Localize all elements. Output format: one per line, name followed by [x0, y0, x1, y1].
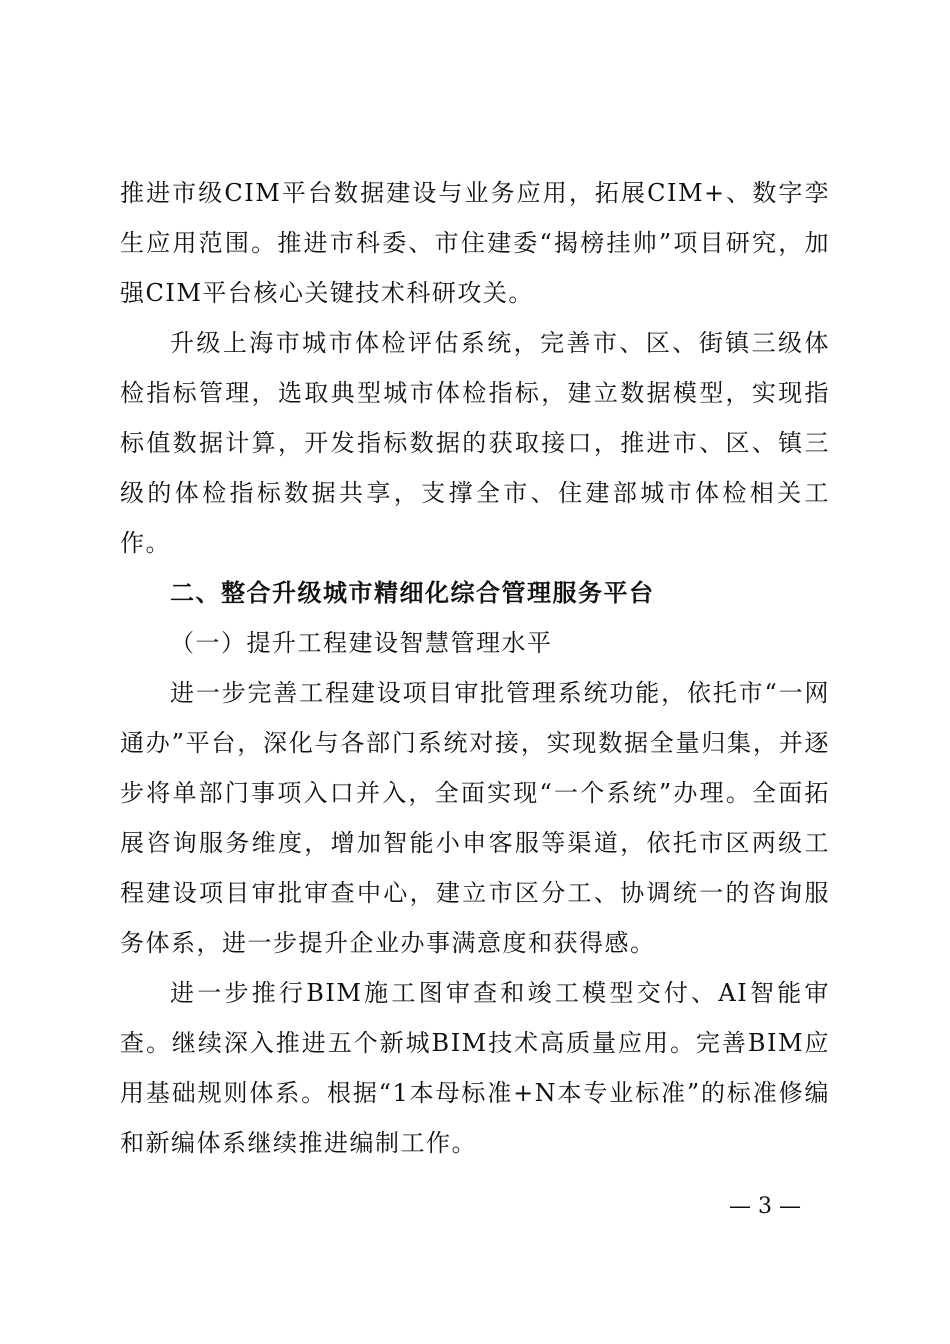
- page-number: — 3 —: [729, 1194, 801, 1219]
- paragraph-bim-review: 进一步推行BIM施工图审查和竣工模型交付、AI智能审查。继续深入推进五个新城BIM技术高质量应用。完善BIM应用基础规则体系。根据“1本母标准+N本专业标准”的标准修编和新编体系继续推进编制工作。: [120, 979, 830, 1157]
- section-heading: 二、整合升级城市精细化综合管理服务平台: [170, 579, 655, 607]
- document-body: [120, 168, 830, 1168]
- paragraph-cim-platform: 推进市级CIM平台数据建设与业务应用，拓展CIM+、数字孪生应用范围。推进市科委、市住建委“揭榜挂帅”项目研究，加强CIM平台核心关键技术科研攻关。: [120, 179, 830, 307]
- subsection-heading: （一）提升工程建设智慧管理水平: [170, 629, 553, 657]
- paragraph-city-checkup: 升级上海市城市体检评估系统，完善市、区、街镇三级体检指标管理，选取典型城市体检指标，建立数据模型，实现指标值数据计算，开发指标数据的获取接口，推进市、区、镇三级的体检指标数据共享，支撑全市、住建部城市体检相关工作。: [120, 329, 830, 557]
- paragraph-project-approval: 进一步完善工程建设项目审批管理系统功能，依托市“一网通办”平台，深化与各部门系统对接，实现数据全量归集，并逐步将单部门事项入口并入，全面实现“一个系统”办理。全面拓展咨询服务维度，增加智能小申客服等渠道，依托市区两级工程建设项目审批审查中心，建立市区分工、协调统一的咨询服务体系，进一步提升企业办事满意度和获得感。: [120, 679, 830, 957]
